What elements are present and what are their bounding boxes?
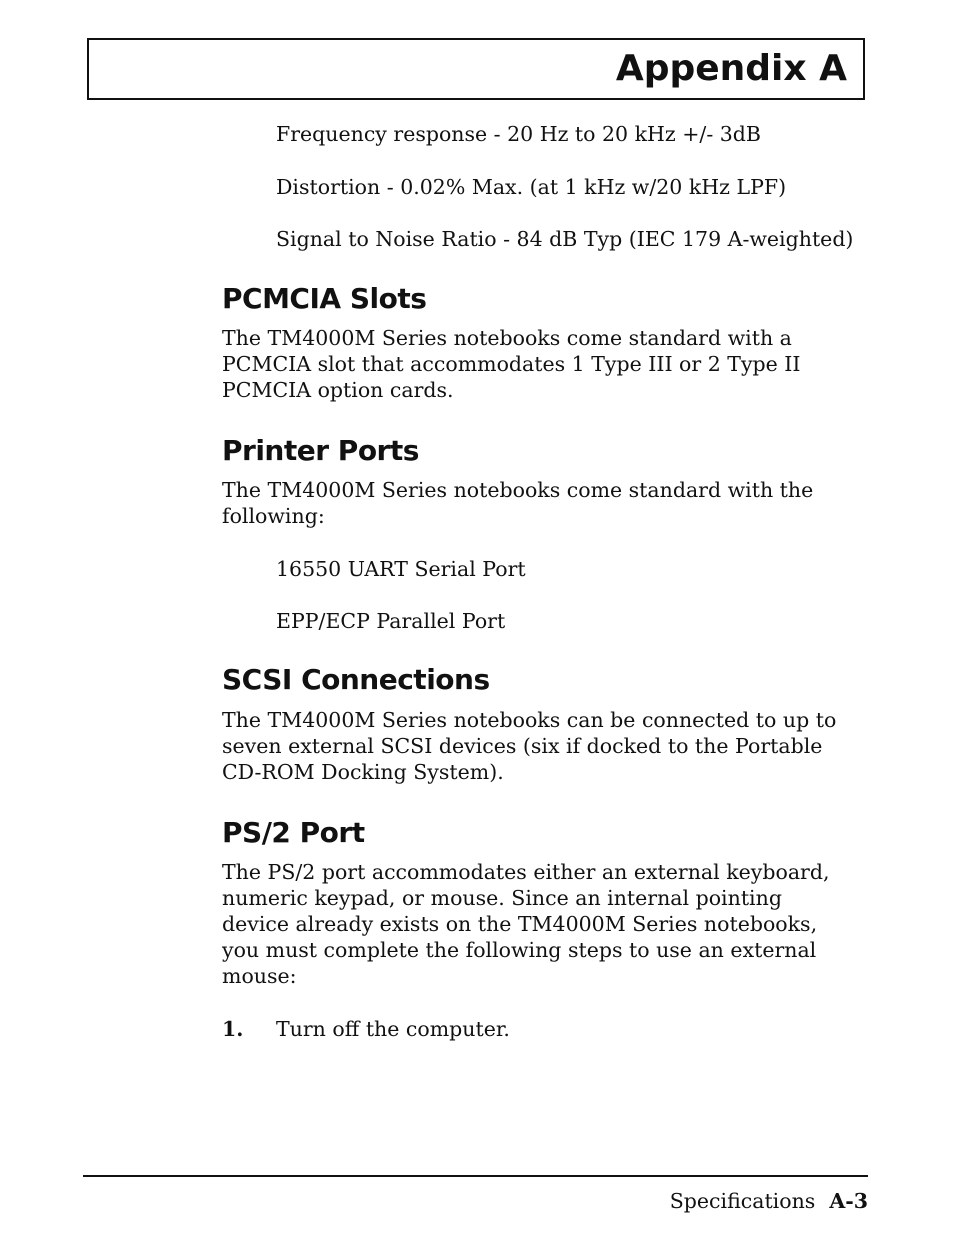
- section-heading-printer-ports: Printer Ports: [222, 434, 419, 467]
- printer-paragraph: [222, 477, 862, 529]
- footer-divider: [83, 1175, 868, 1177]
- ps2-paragraph: [222, 859, 862, 989]
- footer-section-title: Specifications: [669, 1189, 816, 1213]
- step-text: Turn off the computer.: [276, 1017, 510, 1041]
- paragraph-line: PCMCIA option cards.: [222, 378, 454, 402]
- section-heading-scsi: SCSI Connections: [222, 663, 490, 696]
- paragraph-line: you must complete the following steps to use an external: [222, 938, 817, 962]
- paragraph-line: PCMCIA slot that accommodates 1 Type III or 2 Type II: [222, 352, 801, 376]
- chapter-header-box: [87, 38, 865, 100]
- paragraph-line: following:: [222, 504, 325, 528]
- printer-port-parallel: EPP/ECP Parallel Port: [276, 609, 506, 633]
- audio-spec-distortion: Distortion - 0.02% Max. (at 1 kHz w/20 kHz LPF): [276, 175, 787, 199]
- chapter-title: Appendix A: [615, 48, 847, 89]
- paragraph-line: seven external SCSI devices (six if docked to the Portable: [222, 734, 823, 758]
- pcmcia-paragraph: [222, 325, 862, 403]
- paragraph-line: device already exists on the TM4000M Series notebooks,: [222, 912, 818, 936]
- paragraph-line: CD-ROM Docking System).: [222, 760, 504, 784]
- paragraph-line: The TM4000M Series notebooks come standard with a: [222, 326, 792, 350]
- page-number: A-3: [829, 1189, 868, 1213]
- section-heading-pcmcia: PCMCIA Slots: [222, 282, 427, 315]
- section-heading-ps2: PS/2 Port: [222, 816, 365, 849]
- printer-port-serial: 16550 UART Serial Port: [276, 557, 526, 581]
- audio-spec-frequency: Frequency response - 20 Hz to 20 kHz +/- 3dB: [276, 122, 761, 146]
- page-footer: [670, 1188, 868, 1214]
- paragraph-line: numeric keypad, or mouse. Since an internal pointing: [222, 886, 782, 910]
- scsi-paragraph: [222, 707, 862, 785]
- audio-spec-snr: Signal to Noise Ratio - 84 dB Typ (IEC 179 A-weighted): [276, 227, 854, 251]
- paragraph-line: The TM4000M Series notebooks come standard with the: [222, 478, 814, 502]
- paragraph-line: The TM4000M Series notebooks can be connected to up to: [222, 708, 837, 732]
- paragraph-line: The PS/2 port accommodates either an external keyboard,: [222, 860, 830, 884]
- step-number: 1.: [222, 1017, 244, 1041]
- paragraph-line: mouse:: [222, 964, 297, 988]
